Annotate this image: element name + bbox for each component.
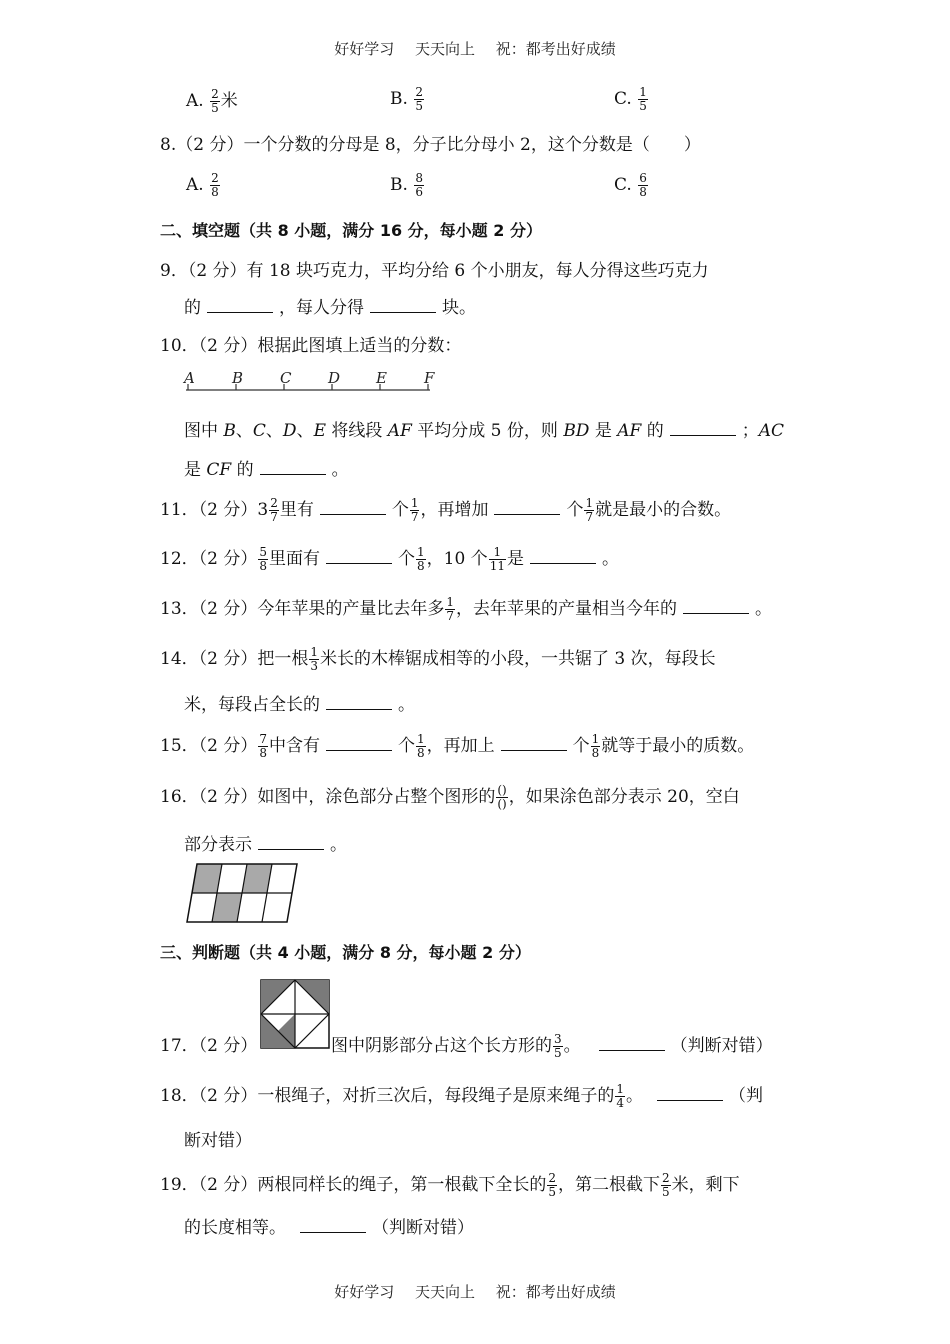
q18-line2: 断对错） bbox=[184, 1131, 252, 1151]
answer-blank[interactable] bbox=[599, 1036, 665, 1051]
answer-blank[interactable] bbox=[657, 1086, 723, 1101]
fraction: $\frac{1}{8}$ bbox=[417, 732, 425, 760]
point-label-e: E bbox=[376, 369, 387, 387]
point-label-c: C bbox=[280, 369, 292, 387]
q12: 12．（2 分） $\frac{5}{8}$ 里面有 个 $\frac{1}{8}$ ，10 个 $\frac{1}{11}$ 是 。 bbox=[160, 545, 619, 573]
point-label-b: B bbox=[232, 369, 244, 387]
fraction: $\frac{1}{4}$ bbox=[616, 1082, 624, 1110]
q9-line2: 的 ，每人分得 块。 bbox=[184, 298, 476, 318]
grid-line bbox=[262, 893, 267, 922]
fraction: $\frac{1}{7}$ bbox=[446, 595, 454, 623]
fraction: $\frac{2}{5}$ bbox=[415, 85, 423, 113]
square-figure bbox=[260, 979, 330, 1049]
q7-option-c: C. $\frac{1}{5}$ bbox=[614, 85, 647, 113]
fraction: $\frac{1}{5}$ bbox=[639, 85, 647, 113]
fraction: $\frac{7}{8}$ bbox=[259, 732, 267, 760]
point-label-d: D bbox=[328, 369, 341, 387]
q10-line2: 图中 B、C、D、E 将线段 AF 平均分成 5 份，则 BD 是 AF 的 ；AC bbox=[184, 421, 785, 441]
q17-label: 17．（2 分） bbox=[160, 1036, 258, 1056]
answer-blank[interactable] bbox=[326, 736, 392, 751]
q8-option-a: A. $\frac{2}{8}$ bbox=[186, 171, 219, 199]
q8-option-c: C. $\frac{6}{8}$ bbox=[614, 171, 647, 199]
point-label-a: A bbox=[184, 369, 195, 387]
footer-text-3: 祝：都考出好成绩 bbox=[495, 1283, 616, 1301]
footer-text-2: 天天向上 bbox=[414, 1283, 475, 1301]
answer-blank[interactable] bbox=[501, 736, 567, 751]
answer-blank[interactable] bbox=[207, 298, 273, 313]
header-text-2: 天天向上 bbox=[414, 40, 475, 58]
answer-blank[interactable] bbox=[258, 835, 324, 850]
fraction: $\frac{8}{6}$ bbox=[415, 171, 423, 199]
q19-line1: 19．（2 分）两根同样长的绳子，第一根截下全长的 $\frac{2}{5}$ ，第二根截下 $\frac{2}{5}$ 米，剩下 bbox=[160, 1171, 740, 1199]
fraction: $\frac{2}{7}$ bbox=[270, 496, 278, 524]
fraction: $\frac{()}{()}$ bbox=[497, 783, 507, 811]
fraction: $\frac{1}{8}$ bbox=[591, 732, 600, 760]
fraction: $\frac{2}{5}$ bbox=[662, 1171, 670, 1199]
segment-figure bbox=[180, 368, 450, 396]
footer-text-1: 好好学习 bbox=[334, 1283, 395, 1301]
answer-blank[interactable] bbox=[530, 549, 596, 564]
section-3-title: 三、判断题（共 4 小题，满分 8 分，每小题 2 分） bbox=[160, 943, 531, 962]
q8-text: 8.（2 分）一个分数的分母是 8，分子比分母小 2，这个分数是（ ） bbox=[160, 135, 701, 155]
q10-line1: 10．（2 分）根据此图填上适当的分数： bbox=[160, 336, 462, 356]
fraction: $\frac{3}{5}$ bbox=[554, 1032, 562, 1060]
answer-blank[interactable] bbox=[326, 695, 392, 710]
fraction: $\frac{5}{8}$ bbox=[259, 545, 267, 573]
header-text-1: 好好学习 bbox=[334, 40, 395, 58]
fraction: $\frac{1}{7}$ bbox=[410, 496, 419, 524]
header-text-3: 祝：都考出好成绩 bbox=[495, 40, 616, 58]
q13: 13．（2 分）今年苹果的产量比去年多 $\frac{1}{7}$ ，去年苹果的产量相当今年的 。 bbox=[160, 595, 772, 623]
fraction: $\frac{6}{8}$ bbox=[639, 171, 647, 199]
point-label-f: F bbox=[424, 369, 435, 387]
answer-blank[interactable] bbox=[370, 298, 436, 313]
page-header bbox=[0, 38, 950, 59]
answer-blank[interactable] bbox=[326, 549, 392, 564]
q7-option-a: A. $\frac{2}{5}$ 米 bbox=[186, 87, 238, 115]
answer-blank[interactable] bbox=[494, 500, 560, 515]
q11: 11．（2 分）3 $\frac{2}{7}$ 里有 个 $\frac{1}{7}$ ，再增加 个 $\frac{1}{7}$ 就是最小的合数。 bbox=[160, 496, 732, 524]
q16-line1: 16．（2 分）如图中，涂色部分占整个图形的 $\frac{()}{()}$ ，如果涂色部分表示 20，空白 bbox=[160, 783, 740, 811]
q15: 15．（2 分） $\frac{7}{8}$ 中含有 个 $\frac{1}{8}$ ，再加上 个 $\frac{1}{8}$ 就等于最小的质数。 bbox=[160, 732, 755, 760]
fraction: $\frac{1}{3}$ bbox=[310, 645, 318, 673]
fraction: $\frac{1}{7}$ bbox=[585, 496, 594, 524]
fraction: $\frac{2}{5}$ bbox=[211, 87, 219, 115]
answer-blank[interactable] bbox=[683, 599, 749, 614]
q9-line1: 9．（2 分）有 18 块巧克力，平均分给 6 个小朋友，每人分得这些巧克力 bbox=[160, 261, 709, 281]
q14-line1: 14．（2 分）把一根 $\frac{1}{3}$ 米长的木棒锯成相等的小段，一共锯了 3 次，每段长 bbox=[160, 645, 716, 673]
section-2-title: 二、填空题（共 8 小题，满分 16 分，每小题 2 分） bbox=[160, 221, 542, 240]
q10-line3: 是 CF 的 。 bbox=[184, 460, 349, 480]
page-footer bbox=[0, 1281, 950, 1302]
fraction: $\frac{1}{11}$ bbox=[489, 545, 505, 573]
q7-option-b: B. $\frac{2}{5}$ bbox=[390, 85, 423, 113]
fraction: $\frac{1}{8}$ bbox=[417, 545, 425, 573]
q17-text: 图中阴影部分占这个长方形的 $\frac{3}{5}$ 。 （判断对错） bbox=[331, 1032, 773, 1060]
q19-line2: 的长度相等。 （判断对错） bbox=[184, 1218, 474, 1238]
q8-option-b: B. $\frac{8}{6}$ bbox=[390, 171, 423, 199]
q16-line2: 部分表示 。 bbox=[184, 835, 347, 855]
answer-blank[interactable] bbox=[300, 1218, 366, 1233]
answer-blank[interactable] bbox=[260, 460, 326, 475]
fraction: $\frac{2}{8}$ bbox=[211, 171, 219, 199]
q14-line2: 米，每段占全长的 。 bbox=[184, 695, 415, 715]
parallelogram-figure bbox=[182, 862, 310, 926]
answer-blank[interactable] bbox=[320, 500, 386, 515]
fraction: $\frac{2}{5}$ bbox=[548, 1171, 556, 1199]
q18-line1: 18．（2 分）一根绳子，对折三次后，每段绳子是原来绳子的 $\frac{1}{4}$ 。 （判 bbox=[160, 1082, 763, 1110]
answer-blank[interactable] bbox=[670, 421, 736, 436]
